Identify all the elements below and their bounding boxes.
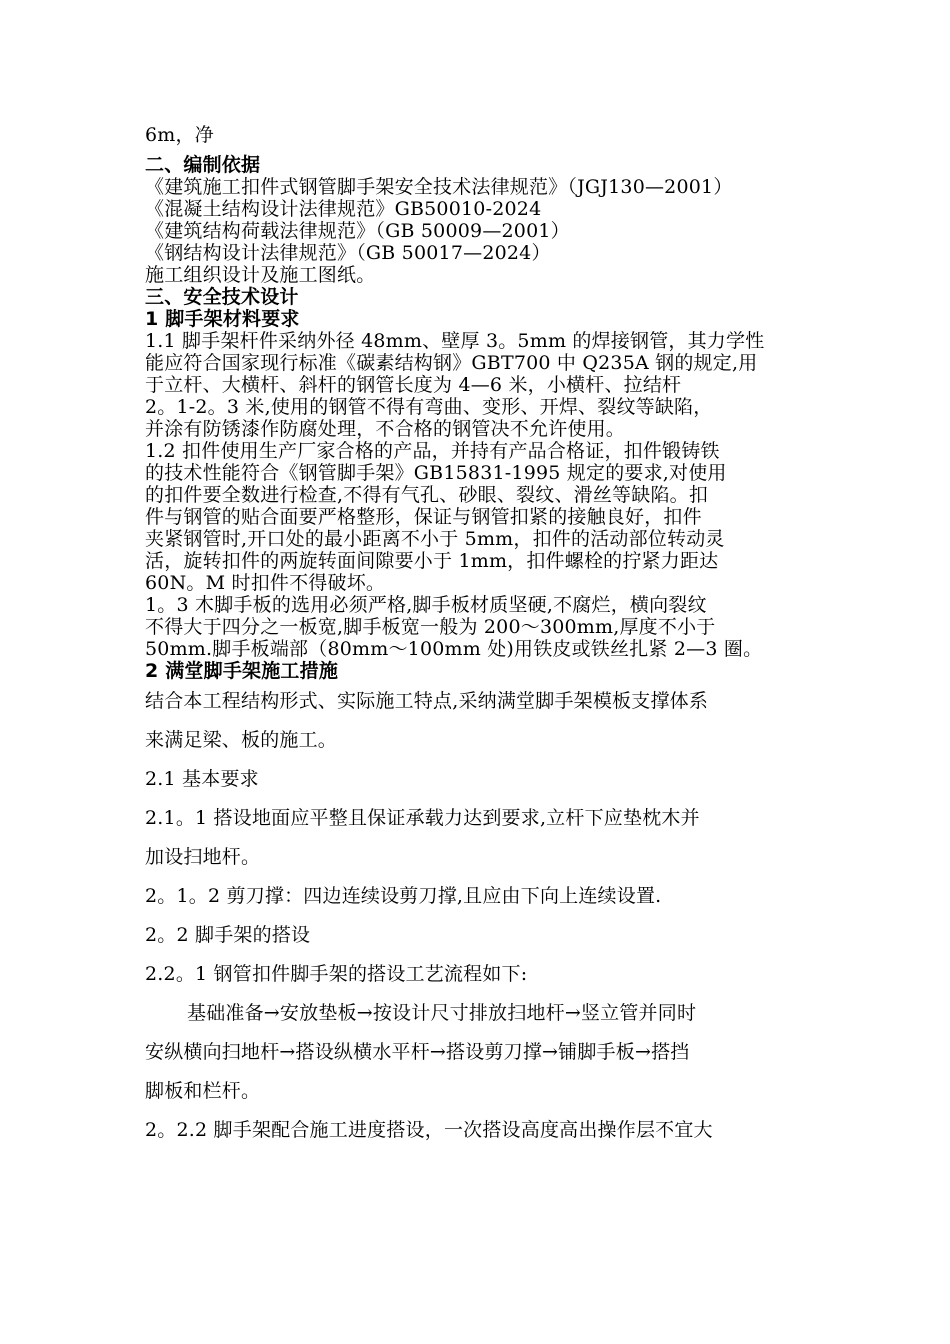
- paragraph-line: 50mm.脚手板端部（80mm～100mm 处)用铁皮或铁丝扎紧 2—3 圈。: [145, 638, 763, 660]
- lower-section: [145, 682, 810, 1150]
- subsection-heading-materials: 1 脚手架材料要求: [145, 308, 300, 330]
- paragraph-line: 加设扫地杆。: [145, 846, 261, 868]
- text-line: 6m，净: [145, 124, 214, 146]
- paragraph-line: 基础准备→安放垫板→按设计尺寸排放扫地杆→竖立管并同时: [187, 1002, 697, 1024]
- paragraph-line: 60N。M 时扣件不得破坏。: [145, 572, 386, 594]
- paragraph-line: 2。1-2。3 米,使用的钢管不得有弯曲、变形、开焊、裂纹等缺陷，: [145, 396, 713, 418]
- section-heading-safety: 三、安全技术设计: [145, 286, 299, 308]
- top-section: [145, 124, 810, 682]
- subsection-heading-scaffold: 2 满堂脚手架施工措施: [145, 660, 339, 682]
- reference-item: 《建筑结构荷载法律规范》（GB 50009—2001）: [145, 220, 570, 242]
- paragraph-line: 来满足梁、板的施工。: [145, 729, 338, 751]
- paragraph-line: 并涂有防锈漆作防腐处理，不合格的钢管决不允许使用。: [145, 418, 626, 440]
- paragraph-line: 于立杆、大横杆、斜杆的钢管长度为 4—6 米，小横杆、拉结杆: [145, 374, 682, 396]
- reference-item: 《建筑施工扣件式钢管脚手架安全技术法律规范》（JGJ130—2001）: [145, 176, 733, 198]
- paragraph-line: 1.2 扣件使用生产厂家合格的产品，并持有产品合格证，扣件锻铸铁: [145, 440, 720, 462]
- section-heading-basis: 二、编制依据: [145, 154, 261, 176]
- paragraph-line: 2.1 基本要求: [145, 768, 259, 790]
- paragraph-line: 结合本工程结构形式、实际施工特点,采纳满堂脚手架模板支撑体系: [145, 690, 709, 712]
- document-page: [145, 124, 810, 1150]
- paragraph-line: 夹紧钢管时,开口处的最小距离不小于 5mm，扣件的活动部位转动灵: [145, 528, 725, 550]
- paragraph-line: 活，旋转扣件的两旋转面间隙要小于 1mm，扣件螺栓的拧紧力距达: [145, 550, 719, 572]
- paragraph-line: 1。3 木脚手板的选用必须严格,脚手板材质坚硬,不腐烂，横向裂纹: [145, 594, 707, 616]
- paragraph-line: 的技术性能符合《钢管脚手架》GB15831-1995 规定的要求,对使用: [145, 462, 727, 484]
- reference-item: 《混凝土结构设计法律规范》GB50010-2024: [145, 198, 542, 220]
- paragraph-line: 的扣件要全数进行检查,不得有气孔、砂眼、裂纹、滑丝等缺陷。扣: [145, 484, 709, 506]
- paragraph-line: 2。2.2 脚手架配合施工进度搭设，一次搭设高度高出操作层不宜大: [145, 1119, 713, 1141]
- paragraph-line: 2.1。1 搭设地面应平整且保证承载力达到要求,立杆下应垫枕木并: [145, 807, 700, 829]
- paragraph-line: 安纵横向扫地杆→搭设纵横水平杆→搭设剪刀撑→铺脚手板→搭挡: [145, 1041, 690, 1063]
- reference-item: 《钢结构设计法律规范》（GB 50017—2024）: [145, 242, 551, 264]
- paragraph-line: 件与钢管的贴合面要严格整形，保证与钢管扣紧的接触良好，扣件: [145, 506, 702, 528]
- paragraph-line: 2。2 脚手架的搭设: [145, 924, 311, 946]
- paragraph-line: 1.1 脚手架杆件采纳外径 48mm、壁厚 3。5mm 的焊接钢管，其力学性: [145, 330, 765, 352]
- paragraph-line: 2.2。1 钢管扣件脚手架的搭设工艺流程如下:: [145, 963, 528, 985]
- paragraph-line: 不得大于四分之一板宽,脚手板宽一般为 200～300mm,厚度不小于: [145, 616, 716, 638]
- paragraph-line: 脚板和栏杆。: [145, 1080, 261, 1102]
- paragraph-line: 2。1。2 剪刀撑：四边连续设剪刀撑,且应由下向上连续设置.: [145, 885, 662, 907]
- paragraph-line: 能应符合国家现行标准《碳素结构钢》GBT700 中 Q235A 钢的规定,用: [145, 352, 758, 374]
- reference-item: 施工组织设计及施工图纸。: [145, 264, 376, 286]
